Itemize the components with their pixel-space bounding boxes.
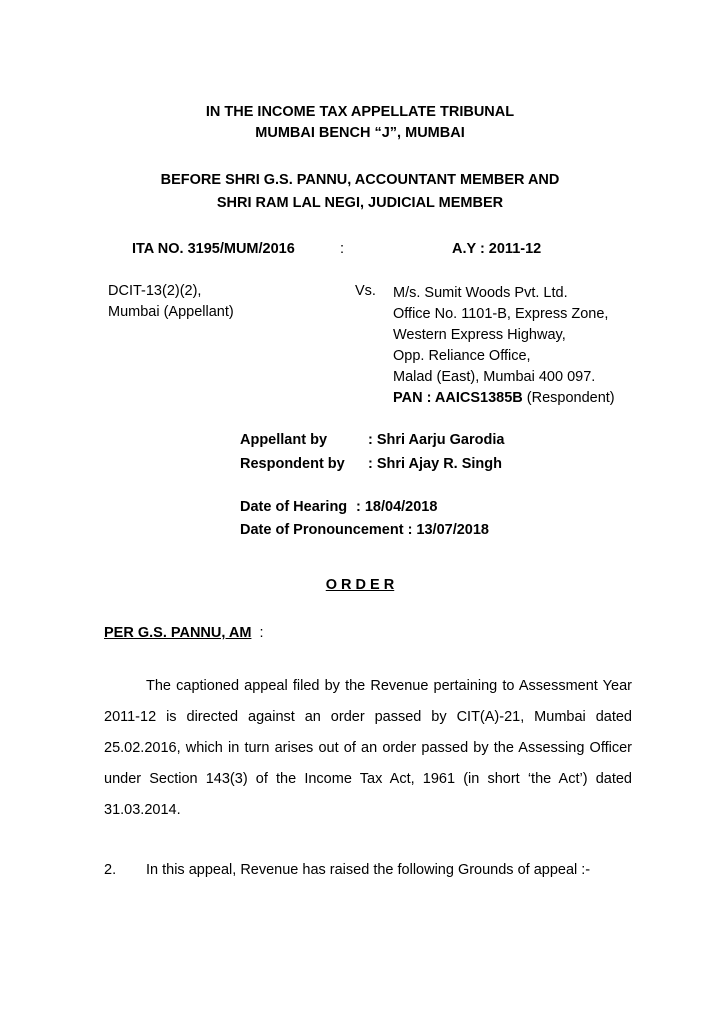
respondent-line: Western Express Highway, <box>393 327 566 343</box>
per-member: PER G.S. PANNU, AM <box>104 625 252 641</box>
respondent-by-value: : Shri Ajay R. Singh <box>368 456 503 472</box>
respondent-line: M/s. Sumit Woods Pvt. Ltd. <box>393 285 568 301</box>
respondent-by-label: Respondent by <box>240 456 345 472</box>
paragraph-1-text: The captioned appeal filed by the Revenue pertaining to Assessment Year 2011-12 is directed against an order passed by CIT(A)-21, Mumbai dated 25.02.2016, which in turn arises out of an order passed by the Assessing Officer under Section 143(3) of the Income Tax Act, 1961 (in short ‘the Act’) dated 31.03.2014. <box>104 678 632 818</box>
tribunal-title: IN THE INCOME TAX APPELLATE TRIBUNAL <box>205 104 515 120</box>
per-line <box>104 625 264 641</box>
respondent-address <box>393 283 615 409</box>
respondent-line: Opp. Reliance Office, <box>393 348 531 364</box>
respondent-line: Office No. 1101-B, Express Zone, <box>393 306 609 322</box>
ita-number: ITA NO. 3195/MUM/2016 <box>132 241 295 257</box>
respondent-pan-line <box>393 388 615 409</box>
paragraph-2-text: In this appeal, Revenue has raised the following Grounds of appeal :- <box>146 862 591 878</box>
paragraph-1 <box>104 671 632 826</box>
hearing-date-value: : 18/04/2018 <box>356 499 438 515</box>
appellant-by-value: : Shri Aarju Garodia <box>368 432 505 448</box>
pan-number: PAN : AAICS1385B <box>393 390 523 406</box>
hearing-date-label: Date of Hearing <box>240 499 348 515</box>
before-members-line2: SHRI RAM LAL NEGI, JUDICIAL MEMBER <box>216 195 504 211</box>
bench-title: MUMBAI BENCH “J”, MUMBAI <box>255 125 465 141</box>
respondent-line: Malad (East), Mumbai 400 097. <box>393 369 596 385</box>
order-heading: O R D E R <box>325 577 395 593</box>
respondent-role: (Respondent) <box>526 390 615 406</box>
pronouncement-date: Date of Pronouncement : 13/07/2018 <box>240 522 489 538</box>
versus-label: Vs. <box>355 283 376 299</box>
case-colon: : <box>340 241 345 257</box>
appellant-line1: DCIT-13(2)(2), <box>108 283 202 299</box>
before-members-line1: BEFORE SHRI G.S. PANNU, ACCOUNTANT MEMBER AND <box>160 172 560 188</box>
appellant-line2: Mumbai (Appellant) <box>108 304 234 320</box>
appellant-by-label: Appellant by <box>240 432 328 448</box>
paragraph-2-number: 2. <box>104 862 117 878</box>
assessment-year: A.Y : 2011-12 <box>452 241 542 257</box>
per-colon: : <box>259 625 264 641</box>
